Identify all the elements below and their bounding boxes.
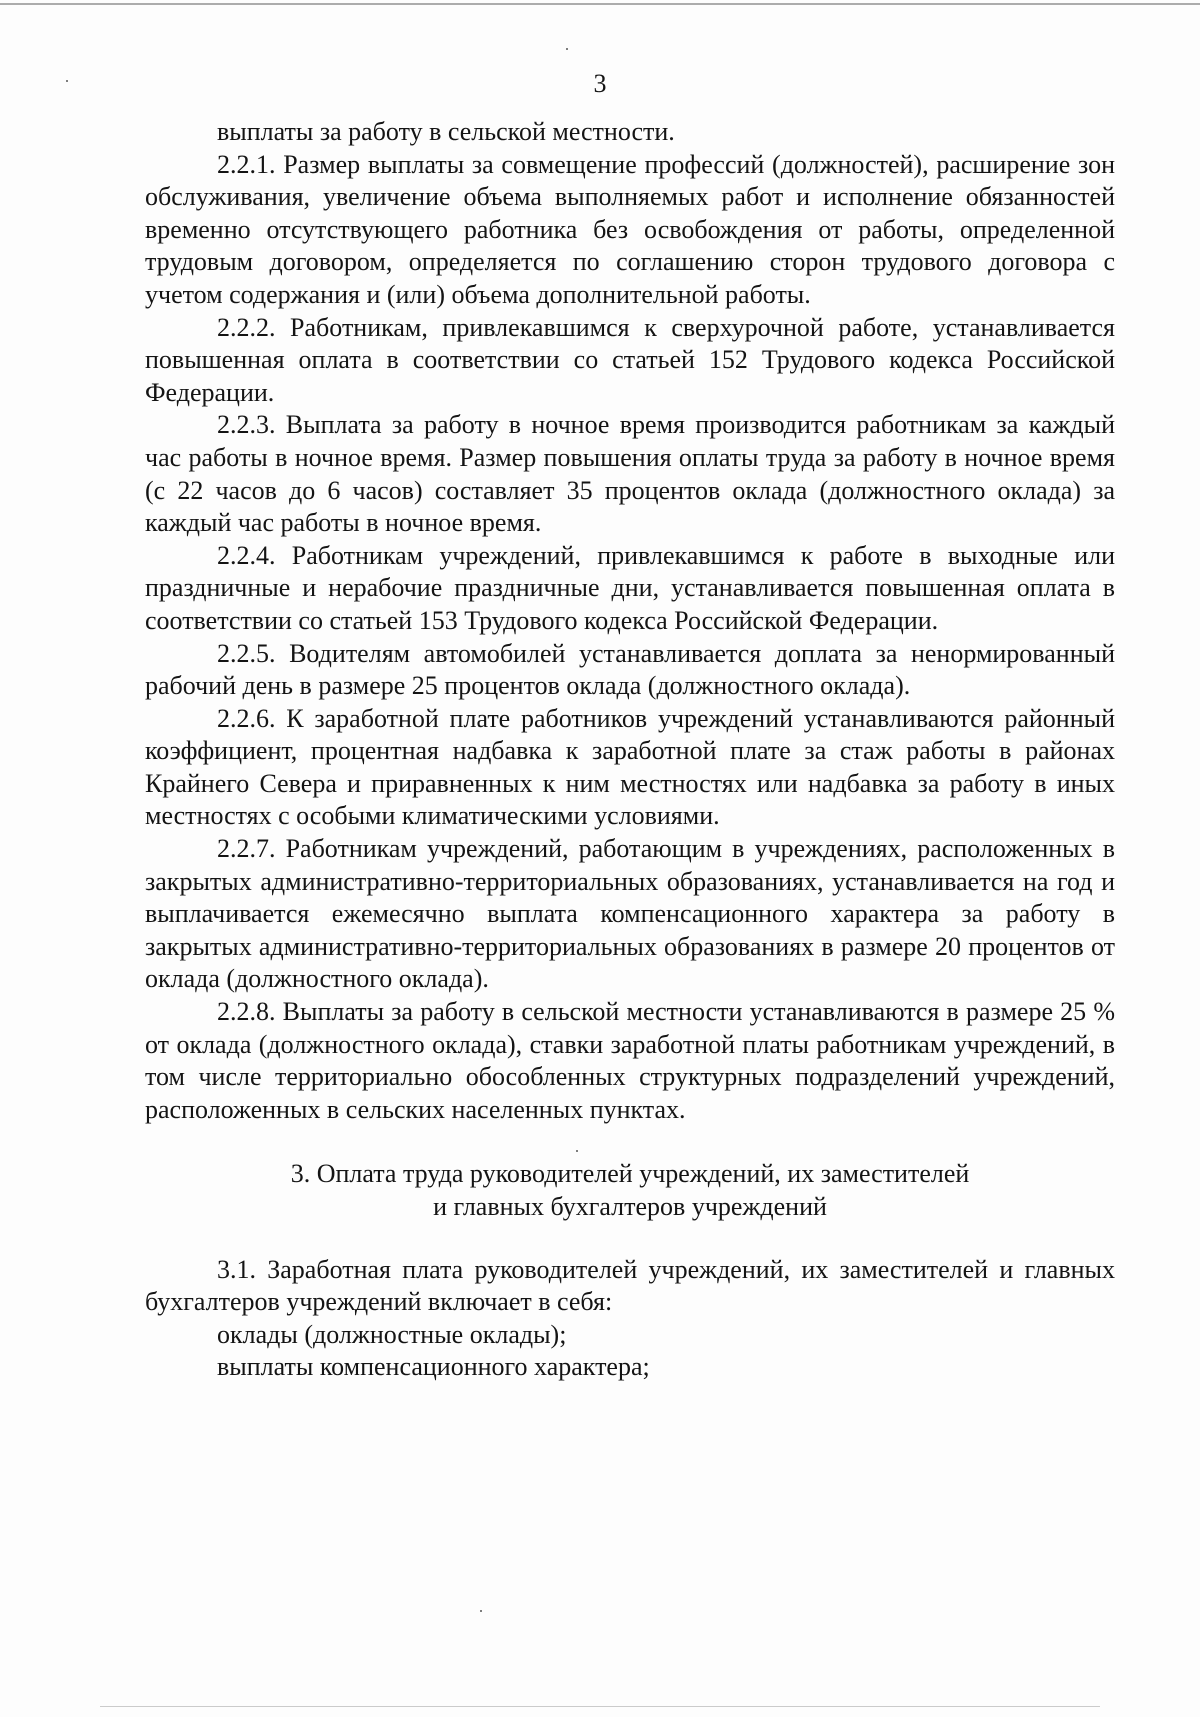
list-item-compensation: выплаты компенсационного характера; bbox=[217, 1352, 650, 1382]
paragraph-2-2-3: 2.2.3. Выплата за работу в ночное время производится работникам за каждый час работы в ночное время. Размер повышения оплаты труда за работу в ночное время (с 22 часов до 6 часов) составляет 35 процентов оклада (должностного оклада) за каждый час работы в ночное время. bbox=[145, 410, 1115, 538]
page-number: 3 bbox=[593, 69, 607, 98]
section-heading bbox=[145, 1158, 1115, 1223]
paragraph-2-2-4: 2.2.4. Работникам учреждений, привлекавшимся к работе в выходные или праздничные и нерабочие праздничные дни, устанавливается повышенная оплата в соответствии со статьей 153 Трудового кодекса Российской Федерации. bbox=[145, 540, 1115, 635]
paragraph-2-2-8: 2.2.8. Выплаты за работу в сельской местности устанавливаются в размере 25 % от оклада (должностного оклада), ставки заработной платы работникам учреждений, в том числе территориально обособленных структурных подразделений учреждений, расположенных в сельских населенных пунктах. bbox=[145, 997, 1115, 1124]
scan-top-edge bbox=[0, 3, 1200, 5]
paragraph-2-2-1: 2.2.1. Размер выплаты за совмещение профессий (должностей), расширение зон обслуживания, увеличение объема выполняемых работ и исполнение обязанностей временно отсутствующего работника без освобождения от работы, определенной трудовым договором, определяется по соглашению сторон трудового договора с учетом содержания и (или) объема дополнительной работы. bbox=[145, 149, 1115, 309]
section-heading-line-2: и главных бухгалтеров учреждений bbox=[433, 1192, 827, 1221]
paragraph-2-2-7: 2.2.7. Работникам учреждений, работающим в учреждениях, расположенных в закрытых административно-территориальных образованиях, устанавливается на год и выплачивается ежемесячно выплата компенсационного характера за работу в закрытых административно-территориальных образованиях в размере 20 процентов от оклада (должностного оклада). bbox=[145, 834, 1115, 994]
scan-bottom-edge bbox=[100, 1706, 1100, 1707]
document-body bbox=[145, 116, 1115, 1384]
paragraph-2-2-2: 2.2.2. Работникам, привлекавшимся к сверхурочной работе, устанавливается повышенная оплата в соответствии со статьей 152 Трудового кодекса Российской Федерации. bbox=[145, 312, 1115, 407]
paragraph-3-1: 3.1. Заработная плата руководителей учреждений, их заместителей и главных бухгалтеров учреждений включает в себя: bbox=[145, 1254, 1115, 1317]
paragraph-continuation: выплаты за работу в сельской местности. bbox=[217, 117, 675, 146]
paragraph-2-2-6: 2.2.6. К заработной плате работников учреждений устанавливаются районный коэффициент, процентная надбавка к заработной плате за стаж работы в районах Крайнего Севера и приравненных к ним местностях или надбавка за работу в иных местностях с особыми климатическими условиями. bbox=[145, 703, 1115, 831]
scan-speck bbox=[576, 1150, 578, 1152]
scan-speck bbox=[566, 48, 568, 50]
list-item-salaries: оклады (должностные оклады); bbox=[217, 1319, 567, 1349]
paragraph-2-2-5: 2.2.5. Водителям автомобилей устанавливается доплата за ненормированный рабочий день в размере 25 процентов оклада (должностного оклада). bbox=[145, 638, 1115, 701]
scan-speck bbox=[66, 80, 68, 82]
scan-speck bbox=[480, 1610, 482, 1612]
section-heading-line-1: 3. Оплата труда руководителей учреждений, их заместителей bbox=[290, 1159, 970, 1189]
